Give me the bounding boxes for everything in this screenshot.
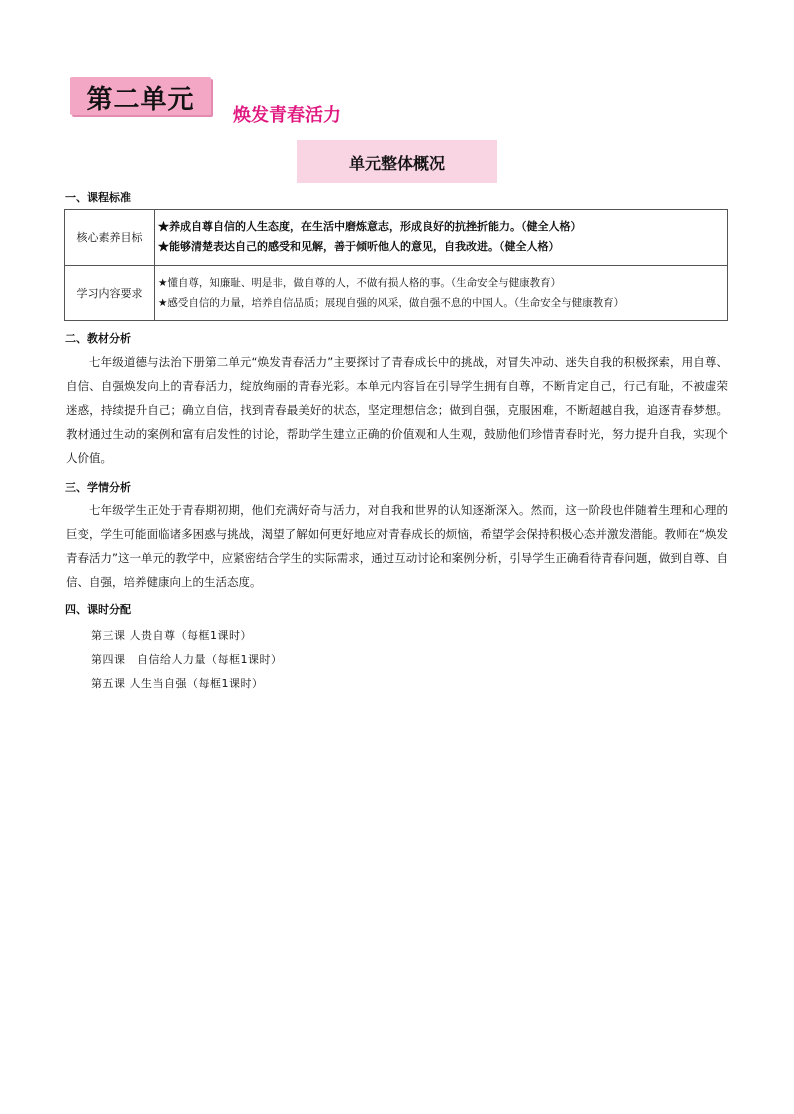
- standard-line: ★能够清楚表达自己的感受和见解，善于倾听他人的意见，自我改进。（健全人格）: [158, 240, 560, 254]
- textbook-analysis-paragraph: 七年级道德与法治下册第二单元“焕发青春活力”主要探讨了青春成长中的挑战，对冒失冲动、迷失自我的积极探索，用自尊、自信、自强焕发向上的青春活力，绽放绚丽的青春光彩。本单元内容旨在引导学生拥有自尊，不断肯定自己，行己有耻，不被虚荣迷惑，持续提升自己；确立自信，找到青春最美好的状态，坚定理想信念；做到自强，克服困难，不断超越自我，追逐青春梦想。教材通过生动的案例和富有启发性的讨论，帮助学生建立正确的价值观和人生观，鼓励他们珍惜青春时光，努力提升自我，实现个人价值。: [66, 355, 728, 465]
- row-label-core-literacy: 核心素养目标: [65, 210, 155, 266]
- section-heading-curriculum: 一、课程标准: [65, 191, 131, 204]
- lesson-item: 第四课 自信给人力量（每框1课时）: [91, 653, 283, 666]
- curriculum-standards-table: [64, 209, 728, 321]
- row-content-learning-content: [155, 265, 728, 321]
- row-content-core-literacy: [155, 210, 728, 266]
- section-heading-schedule: 四、课时分配: [65, 603, 131, 616]
- section-heading-textbook: 二、教材分析: [65, 332, 131, 345]
- section-heading-students: 三、学情分析: [65, 481, 131, 494]
- row-label-learning-content: 学习内容要求: [65, 265, 155, 321]
- overview-title-box: [297, 140, 497, 183]
- standard-line: ★懂自尊，知廉耻、明是非，做自尊的人，不做有损人格的事。（生命安全与健康教育）: [158, 276, 562, 289]
- student-analysis-paragraph: 七年级学生正处于青春期初期，他们充满好奇与活力，对自我和世界的认知逐渐深入。然而，这一阶段也伴随着生理和心理的巨变，学生可能面临诸多困惑与挑战，渴望了解如何更好地应对青春成长的烦恼，希望学会保持积极心态并激发潜能。教师在“焕发青春活力”这一单元的教学中，应紧密结合学生的实际需求，通过互动讨论和案例分析，引导学生正确看待青春问题，做到自尊、自信、自强，培养健康向上的生活态度。: [66, 503, 728, 589]
- overview-title: 单元整体概况: [348, 154, 445, 173]
- lesson-item: 第三课 人贵自尊（每框1课时）: [91, 629, 252, 642]
- table-row: [65, 210, 728, 266]
- standard-line: ★养成自尊自信的人生态度，在生活中磨炼意志，形成良好的抗挫折能力。（健全人格）: [158, 220, 582, 234]
- standard-line: ★感受自信的力量，培养自信品质；展现自强的风采，做自强不息的中国人。（生命安全与健康教育）: [158, 296, 625, 309]
- unit-label: 第二单元: [86, 85, 195, 115]
- unit-label-badge: [70, 77, 211, 115]
- table-row: [65, 265, 728, 321]
- lesson-item: 第五课 人生当自强（每框1课时）: [91, 677, 264, 690]
- unit-title: 焕发青春活力: [233, 105, 341, 126]
